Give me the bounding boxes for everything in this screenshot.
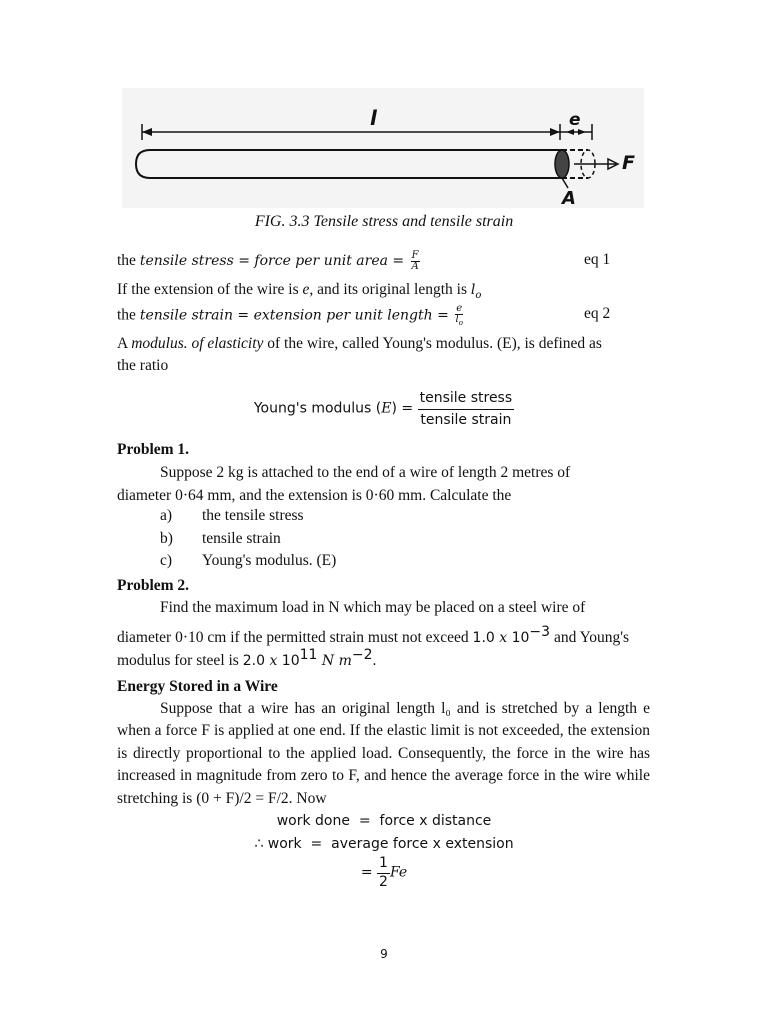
young-E: E	[381, 400, 392, 417]
eq1-lhs: tensile stress	[139, 253, 234, 269]
tensile-strain-equation	[117, 304, 465, 328]
problem1-heading: Problem 1.	[117, 441, 190, 458]
eq1-rhs: force per unit area	[254, 253, 388, 269]
extension-sentence	[117, 279, 481, 307]
eq1-fraction	[411, 251, 420, 272]
problem2-line3b: .	[372, 652, 377, 670]
half-numerator: 1	[377, 855, 390, 874]
eq2-fraction	[455, 304, 463, 328]
eq1-numerator: F	[411, 249, 419, 261]
youngs-modulus-equation	[0, 388, 768, 430]
eq1-equals2: =	[387, 253, 409, 269]
problem2-line3	[117, 644, 376, 672]
modulus-italic: modulus. of elasticity	[131, 335, 264, 352]
tensile-wire-figure	[122, 88, 644, 208]
modulus-value: 2.0	[242, 653, 270, 670]
problem1-item-a-label: a)	[160, 507, 173, 524]
modulus-line2: the ratio	[117, 357, 169, 374]
eq2-equals: =	[232, 307, 254, 324]
modulus-unit-exponent: −2	[351, 647, 373, 663]
problem2-line3a: modulus for steel is	[117, 652, 243, 670]
eq2-den-l: l	[455, 314, 459, 325]
problem2-heading: Problem 2.	[117, 577, 190, 594]
half-fe-equation	[0, 855, 768, 891]
modulus-line1	[117, 333, 602, 355]
problem1-item-b-label: b)	[160, 530, 173, 547]
page-number: 9	[380, 947, 388, 961]
modulus-rest1: of the wire, called Young's modulus. (E), is defined as	[263, 335, 602, 352]
figure-label-F: F	[622, 152, 635, 174]
modulus-a: A	[117, 335, 132, 352]
problem1-item-c-text: Young's modulus. (E)	[202, 552, 337, 569]
eq2-equals2: =	[432, 307, 454, 324]
problem2-line1: Find the maximum load in N which may be placed on a steel wire of	[160, 599, 586, 616]
half-denominator: 2	[379, 874, 388, 890]
eq1-prefix: the	[117, 252, 140, 269]
energy-paragraph: Suppose that a wire has an original length l₀ and is stretched by a length e when a force F is applied at one end. If the elastic limit is not exceeded, the extension is directly proportional to the applied load. Consequently, the force in the wire has increased in magnitude from zero to F, and hence the average force in the wire while stretching is (0 + F)/2 = F/2. Now	[117, 700, 650, 807]
young-lhs: Young's modulus (	[253, 400, 382, 417]
extension-e: e,	[302, 281, 314, 298]
half-fe-prefix: =	[360, 864, 378, 881]
work-equation	[0, 835, 768, 853]
eq2-label: eq 2	[584, 305, 611, 322]
modulus-base: 10	[277, 653, 300, 670]
young-numerator: tensile stress	[418, 388, 515, 410]
eq1-denominator: A	[411, 260, 419, 272]
figure-label-A: A	[562, 188, 576, 209]
strain-base: 10	[507, 630, 530, 647]
strain-x: x	[499, 630, 508, 647]
figure-caption: FIG. 3.3 Tensile stress and tensile strain	[254, 213, 514, 230]
modulus-unit: N m	[317, 653, 352, 670]
work-done-eq: work done = force x distance	[276, 813, 492, 829]
work-done-equation	[0, 812, 768, 830]
modulus-x: x	[269, 653, 278, 670]
half-fe-rest: Fe	[389, 864, 408, 881]
problem1-line2: diameter 0·64 mm, and the extension is 0·60 mm. Calculate the	[117, 487, 512, 504]
modulus-exponent: 11	[299, 647, 318, 663]
tensile-stress-equation	[117, 250, 422, 272]
eq2-rhs: extension per unit length	[253, 307, 433, 324]
half-fraction	[377, 855, 390, 891]
extension-l0-sub: o	[475, 290, 482, 302]
extension-text1: If the extension of the wire is	[117, 281, 303, 298]
young-lhs-end: ) =	[391, 400, 418, 417]
energy-heading: Energy Stored in a Wire	[117, 678, 278, 695]
young-fraction	[418, 388, 515, 430]
strain-value: 1.0	[472, 630, 500, 647]
problem2-line2a: diameter 0·10 cm if the permitted strain must not exceed	[117, 629, 473, 647]
extension-text2: and its original length is	[313, 281, 471, 298]
figure-label-e: e	[569, 110, 581, 130]
eq2-denominator	[456, 315, 463, 328]
eq2-lhs: tensile strain	[139, 307, 233, 324]
eq1-label: eq 1	[584, 251, 611, 268]
problem2-line2b: and Young's	[550, 629, 630, 647]
problem1-item-a-text: the tensile stress	[202, 507, 304, 524]
problem1-item-c-label: c)	[160, 552, 173, 569]
problem1-line1: Suppose 2 kg is attached to the end of a wire of length 2 metres of	[160, 464, 571, 481]
extension-l0: l	[470, 282, 476, 298]
eq2-prefix: the	[117, 306, 140, 324]
strain-exponent: −3	[529, 624, 551, 640]
work-eq: ∴ work = average force x extension	[254, 836, 514, 852]
figure-label-l: l	[370, 106, 377, 130]
eq1-equals: =	[233, 253, 255, 269]
young-denominator: tensile strain	[420, 412, 512, 428]
eq2-numerator: e	[456, 303, 463, 314]
eq2-den-sub: o	[458, 319, 463, 327]
problem1-item-b-text: tensile strain	[202, 530, 281, 547]
